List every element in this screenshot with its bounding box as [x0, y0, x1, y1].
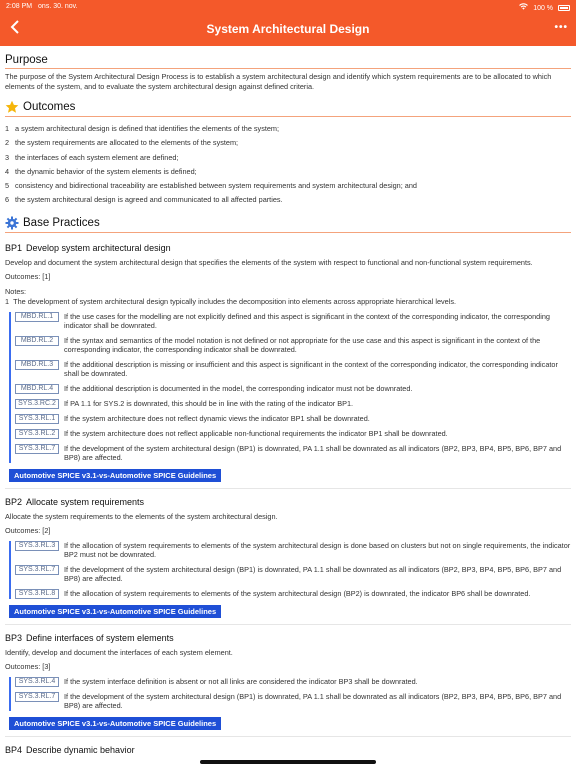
bp2-rules — [9, 541, 571, 599]
bp1-note: 1 The development of system architectural design typically includes the decomposition into elements across appropriate hierarchical levels. — [5, 296, 457, 306]
purpose-text: The purpose of the System Architectural Design Process is to establish a system architectural design and identify which system requirements are to be allocated to which elements of the system, and to evaluate the system architectural design against defined criteria. — [5, 72, 552, 91]
status-bar — [0, 0, 576, 14]
outcome-item: 2 the system requirements are allocated to the elements of the system; — [5, 138, 239, 148]
outcome-item: 6 the system architectural design is agreed and communicated to all affected parties. — [5, 195, 283, 205]
bp3-title: BP3 Define interfaces of system elements — [5, 632, 174, 643]
bp2-title: BP2 Allocate system requirements — [5, 496, 145, 507]
rule-tag[interactable]: MBD.RL.3 — [15, 360, 59, 370]
rule-tag[interactable]: MBD.RL.4 — [15, 384, 59, 394]
rule-row: SYS.3.RL.8 If the allocation of system requirements to elements of the system architectural design (BP2) is downrated, the indicator BP6 shall be downrated. — [15, 589, 571, 599]
battery-percent: 100 % — [533, 5, 554, 12]
base-practices-title: Base Practices — [23, 216, 100, 229]
rule-tag[interactable]: SYS.3.RL.7 — [15, 565, 59, 575]
bp1-title: BP1 Develop system architectural design — [5, 242, 171, 253]
bp1-notes-label: Notes: — [5, 286, 27, 296]
purpose-title: Purpose — [5, 54, 48, 66]
rule-row: SYS.3.RL.1 If the system architecture does not reflect dynamic views the indicator BP1 shall be downrated. — [15, 414, 571, 424]
purpose-heading — [5, 54, 571, 69]
outcomes-heading — [5, 100, 571, 117]
bp3-outcomes: Outcomes: [3] — [5, 661, 51, 671]
divider — [5, 624, 571, 625]
rule-tag[interactable]: SYS.3.RL.7 — [15, 444, 59, 454]
divider — [5, 736, 571, 737]
status-time: 2:08 PM — [6, 3, 33, 10]
rule-tag[interactable]: SYS.3.RL.7 — [15, 692, 59, 702]
rule-row: SYS.3.RC.2 If PA 1.1 for SYS.2 is downrated, this should be in line with the rating of the indicator BP1. — [15, 399, 571, 409]
rule-row: SYS.3.RL.2 If the system architecture does not reflect applicable non-functional requirements the indicator BP1 shall be downrated. — [15, 429, 571, 439]
bp1-rules — [9, 312, 571, 463]
rule-tag[interactable]: SYS.3.RL.4 — [15, 677, 59, 687]
battery-icon — [558, 5, 570, 11]
bp1-desc: Develop and document the system architectural design that specifies the elements of the system with respect to functional and non-functional system requirements. — [5, 257, 533, 267]
bp3-rules — [9, 677, 571, 711]
divider — [5, 488, 571, 489]
outcome-item: 4 the dynamic behavior of the system elements is defined; — [5, 166, 197, 176]
rule-row: SYS.3.RL.4 If the system interface definition is absent or not all links are considered the indicator BP3 shall be downrated. — [15, 677, 571, 687]
outcome-item: 5 consistency and bidirectional traceability are established between system requirements and system architectural design; and — [5, 181, 417, 191]
outcomes-title: Outcomes — [23, 101, 76, 113]
rule-tag[interactable]: SYS.3.RL.8 — [15, 589, 59, 599]
bp2-outcomes: Outcomes: [2] — [5, 525, 51, 535]
rule-row: SYS.3.RL.3 If the allocation of system requirements to elements of the system architectural design is done based on clusters but not on single requirements, the indicator BP2 must not be downrated. — [15, 541, 571, 560]
rule-row: MBD.RL.4 If the additional description is documented in the model, the corresponding indicator must not be downrated. — [15, 384, 571, 394]
star-icon — [5, 100, 19, 114]
bp3-desc: Identify, develop and document the interfaces of each system element. — [5, 647, 233, 657]
outcomes-list — [5, 122, 571, 208]
rule-row: SYS.3.RL.7 If the development of the system architectural design (BP1) is downrated, PA 1.1 shall be downrated as all indicators (BP2, BP3, BP4, BP5, BP6, BP7 and BP8) are affected. — [15, 692, 571, 711]
home-indicator[interactable] — [200, 760, 376, 764]
rule-row: MBD.RL.1 If the use cases for the modelling are not explicitly defined and this aspect is significant in the context of the corresponding indicator, the corresponding indicator shall be downrated. — [15, 312, 571, 331]
guidelines-link-button[interactable]: Automotive SPICE v3.1-vs-Automotive SPICE Guidelines — [9, 469, 221, 482]
rule-row: MBD.RL.3 If the additional description is missing or insufficient and this aspect is significant in the context of the corresponding indicator, the corresponding indicator shall be downrated. — [15, 360, 571, 379]
rule-tag[interactable]: SYS.3.RC.2 — [15, 399, 59, 409]
outcome-item: 1 a system architectural design is defined that identifies the elements of the system; — [5, 124, 280, 133]
page-title: System Architectural Design — [206, 22, 370, 36]
rule-row: SYS.3.RL.7 If the development of the system architectural design (BP1) is downrated, PA 1.1 shall be downrated as all indicators (BP2, BP3, BP4, BP5, BP6, BP7 and BP8) are affected. — [15, 565, 571, 584]
rule-tag[interactable]: SYS.3.RL.1 — [15, 414, 59, 424]
nav-bar — [0, 14, 576, 46]
bp1-outcomes: Outcomes: [1] — [5, 271, 51, 281]
outcome-item: 3 the interfaces of each system element are defined; — [5, 152, 179, 162]
guidelines-link-button[interactable]: Automotive SPICE v3.1-vs-Automotive SPICE Guidelines — [9, 717, 221, 730]
status-date: ons. 30. nov. — [38, 3, 78, 10]
content-scroll[interactable] — [0, 46, 576, 768]
gear-icon — [5, 216, 19, 230]
guidelines-link-button[interactable]: Automotive SPICE v3.1-vs-Automotive SPICE Guidelines — [9, 605, 221, 618]
rule-tag[interactable]: MBD.RL.2 — [15, 336, 59, 346]
more-button[interactable]: ••• — [554, 22, 568, 33]
rule-row: MBD.RL.2 If the syntax and semantics of the model notation is not defined or not appropriate for the use case and this aspect is significant in the context of the corresponding indicator, the corresponding indicator shall be downrated. — [15, 336, 571, 355]
bp2-desc: Allocate the system requirements to the elements of the system architectural design. — [5, 511, 278, 521]
wifi-icon — [519, 5, 530, 12]
base-practices-heading — [5, 216, 571, 233]
rule-tag[interactable]: MBD.RL.1 — [15, 312, 59, 322]
rule-tag[interactable]: SYS.3.RL.3 — [15, 541, 59, 551]
rule-tag[interactable]: SYS.3.RL.2 — [15, 429, 59, 439]
rule-row: SYS.3.RL.7 If the development of the system architectural design (BP1) is downrated, PA 1.1 shall be downrated as all indicators (BP2, BP3, BP4, BP5, BP6, BP7 and BP8) are affected. — [15, 444, 571, 463]
bp4-title: BP4 Describe dynamic behavior — [5, 744, 135, 755]
